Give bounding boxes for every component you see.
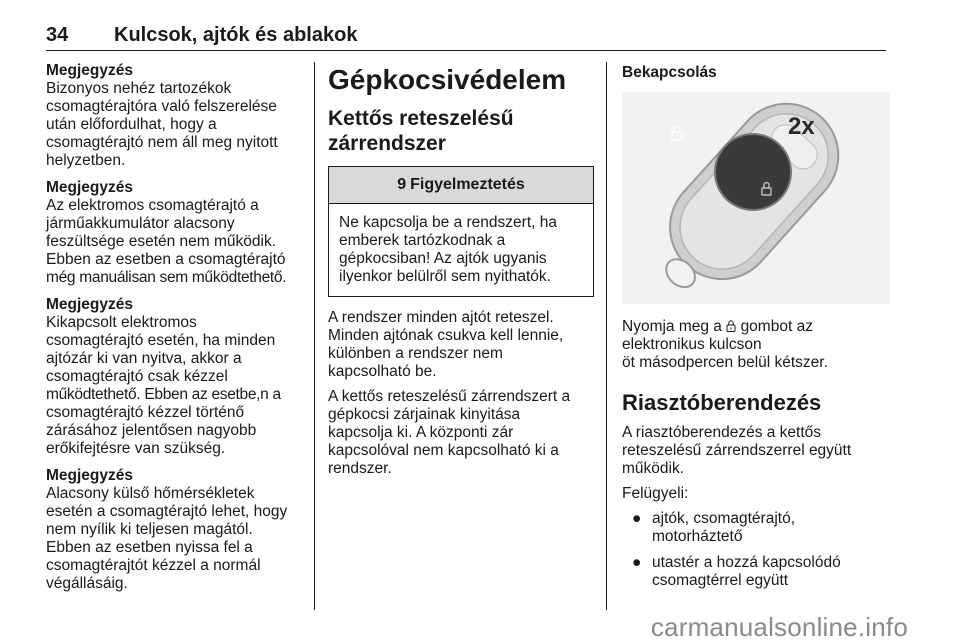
page-header: [46, 24, 886, 51]
section-title: Gépkocsivédelem: [328, 64, 567, 95]
text-line: emberek tartózkodnak a: [339, 232, 506, 249]
note-1: [46, 62, 308, 170]
text-line: A kettős reteszelésű zárrendszert a: [328, 388, 571, 405]
chapter-title: Kulcsok, ajtók és ablakok: [114, 24, 358, 46]
list-item: [622, 554, 890, 590]
bullet-icon: ●: [632, 510, 642, 527]
text-line: gépkocsiban! Az ajtók ugyanis: [339, 250, 547, 267]
text-line: Kikapcsolt elektromos: [46, 314, 197, 331]
key-fob-illustration: [622, 92, 890, 304]
text-line: elektronikus kulcson: [622, 336, 762, 353]
monitored-list: [622, 510, 890, 590]
text-line: után előfordulhat, hogy a: [46, 116, 217, 133]
text-line: ajtók, csomagtérajtó,: [652, 510, 796, 527]
text-line: kapcsolóval nem kapcsolható ki a: [328, 442, 559, 459]
note-4: [46, 467, 308, 593]
watermark: carmanualsonline.info: [650, 612, 908, 642]
text-line: Ebben az esetben a csomagtérajtó: [46, 251, 286, 268]
text-line: zárrendszer: [328, 132, 446, 155]
text-line: A riasztóberendezés a kettős: [622, 424, 822, 441]
text-line: A rendszer minden ajtót reteszel.: [328, 309, 554, 326]
column-notes: [46, 62, 308, 602]
text-line: [622, 318, 890, 336]
list-item: [622, 510, 890, 546]
text-line: motorháztető: [652, 528, 743, 545]
text-line: öt másodpercen belül kétszer.: [622, 354, 828, 371]
text-line: csomagtérajtó esetén, ha minden: [46, 332, 276, 349]
text-line: Kettős reteszelésű: [328, 107, 514, 130]
monitors-label: Felügyeli:: [622, 485, 689, 502]
text-line: Bizonyos nehéz tartozékok: [46, 80, 232, 97]
note-title: Megjegyzés: [46, 296, 134, 313]
key-fob-figure: [622, 92, 890, 304]
text-line: még manuálisan sem működtethető.: [46, 269, 287, 286]
text-line: járműakkumulátor alacsony: [46, 215, 235, 232]
text-line: csomagtérajtót kézzel a normál: [46, 557, 261, 574]
paragraph: [328, 388, 594, 478]
page-number: 34: [46, 24, 69, 46]
text-line: csomagtérajtó csak kézzel: [46, 368, 228, 385]
text-line: zárásához jelentősen nagyobb: [46, 422, 257, 439]
text-line: ilyenkor belülről sem nyithatók.: [339, 268, 551, 285]
text-line: Az elektromos csomagtérajtó a: [46, 197, 259, 214]
warning-label: Figyelmeztetés: [410, 176, 525, 193]
text-line: működtethető. Ebben az esetbe,n a: [46, 386, 281, 403]
paragraph: [622, 424, 890, 478]
note-2: [46, 179, 308, 287]
warning-box: [328, 166, 594, 297]
press-count-label: 2x: [788, 113, 815, 140]
column-activation: [622, 62, 890, 598]
warning-icon: 9: [397, 176, 407, 193]
instruction-paragraph: [622, 318, 890, 372]
text-line: ajtózár ki van nyitva, akkor a: [46, 350, 242, 367]
note-title: Megjegyzés: [46, 62, 134, 79]
note-title: Megjegyzés: [46, 179, 134, 196]
column-divider: [606, 62, 607, 610]
bullet-icon: ●: [632, 554, 642, 571]
text-line: Ebben az esetben nyissa fel a: [46, 539, 253, 556]
text-line: különben a rendszer nem: [328, 345, 503, 362]
text-line: rendszer.: [328, 460, 392, 477]
text-line: csomagtérajtó nem áll meg nyitott: [46, 134, 278, 151]
warning-header: [329, 167, 593, 204]
note-title: Megjegyzés: [46, 467, 134, 484]
text-line: Alacsony külső hőmérsékletek: [46, 485, 255, 502]
paragraph: [328, 309, 594, 381]
subsection-title: [328, 106, 594, 156]
text-line: működik.: [622, 460, 685, 477]
note-3: [46, 296, 308, 458]
column-divider: [314, 62, 315, 610]
text-line: helyzetben.: [46, 152, 126, 169]
text-line: Ne kapcsolja be a rendszert, ha: [339, 214, 557, 231]
text-line: csomagtérrel együtt: [652, 572, 789, 589]
text-line: utastér a hozzá kapcsolódó: [652, 554, 841, 571]
text-line: kapcsolható be.: [328, 363, 437, 380]
lock-icon: [726, 320, 736, 332]
text-line: erőkifejtésre van szükség.: [46, 440, 226, 457]
text-line: feszültsége esetén nem működik.: [46, 233, 277, 250]
text-line: esetén a csomagtérajtó lehet, hogy: [46, 503, 288, 520]
text-line: nem nyílik ki teljesen magától.: [46, 521, 253, 538]
warning-text: [329, 204, 593, 296]
text-fragment: gombot az: [740, 318, 813, 335]
text-line: gépkocsi zárjainak kinyitása: [328, 406, 521, 423]
text-line: reteszelésű zárrendszerrel együtt: [622, 442, 852, 459]
section-title: Bekapcsolás: [622, 64, 717, 81]
text-fragment: Nyomja meg a: [622, 318, 722, 335]
text-line: végállásáig.: [46, 575, 128, 592]
text-line: csomagtérajtóra való felszerelése: [46, 98, 277, 115]
text-line: kapcsolja ki. A központi zár: [328, 424, 514, 441]
text-line: csomagtérajtó kézzel történő: [46, 404, 245, 421]
unlock-icon: [672, 126, 682, 140]
column-vehicle-security: [328, 62, 594, 485]
alarm-section-title: Riasztóberendezés: [622, 390, 822, 415]
text-line: Minden ajtónak csukva kell lennie,: [328, 327, 564, 344]
